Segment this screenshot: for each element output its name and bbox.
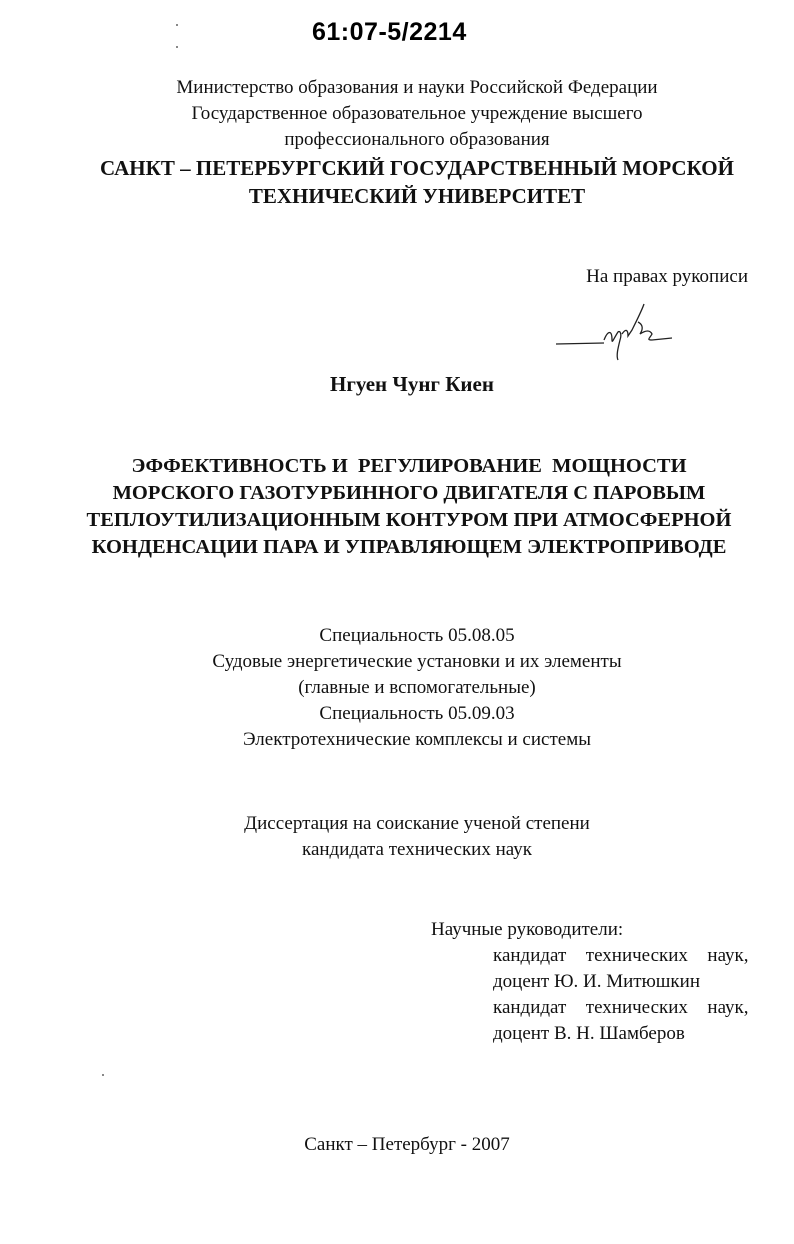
scientific-advisors (431, 917, 749, 1047)
ministry-line: профессионального образования (284, 129, 550, 150)
specialty-line: Электротехнические комплексы и системы (243, 729, 591, 750)
advisor-line: кандидат технических наук, (493, 945, 749, 966)
handwritten-signature (552, 300, 682, 362)
advisor-line: доцент Ю. И. Митюшкин (493, 971, 700, 992)
scan-speck (176, 24, 178, 26)
specialty-line: Специальность 05.08.05 (319, 625, 515, 646)
scan-speck (176, 46, 178, 48)
university-line: ТЕХНИЧЕСКИЙ УНИВЕРСИТЕТ (248, 184, 586, 208)
author-name: Нгуен Чунг Киен (330, 372, 494, 396)
specialty-line: (главные и вспомогательные) (298, 677, 536, 698)
degree-line: Диссертация на соискание ученой степени (244, 813, 590, 834)
title-line: МОРСКОГО ГАЗОТУРБИННОГО ДВИГАТЕЛЯ С ПАРОВЫМ (112, 482, 706, 504)
dissertation-title (12, 453, 794, 561)
ministry-header (20, 75, 794, 153)
manuscript-rights-note: На правах рукописи (586, 266, 748, 287)
specialty-line: Судовые энергетические установки и их элементы (212, 651, 622, 672)
degree-statement (20, 811, 794, 863)
advisor-line: кандидат технических наук, (493, 997, 749, 1018)
advisor-line: доцент В. Н. Шамберов (493, 1023, 685, 1044)
advisors-heading: Научные руководители: (431, 919, 624, 940)
scan-speck (102, 1074, 104, 1076)
ministry-line: Министерство образования и науки Российской Федерации (176, 77, 658, 98)
title-line: КОНДЕНСАЦИИ ПАРА И УПРАВЛЯЮЩЕМ ЭЛЕКТРОПРИВОДЕ (91, 536, 727, 558)
archive-stamp-number: 61:07-5/2214 (312, 18, 467, 46)
specialty-line: Специальность 05.09.03 (319, 703, 515, 724)
ministry-line: Государственное образовательное учреждение высшего (191, 103, 643, 124)
degree-line: кандидата технических наук (302, 839, 532, 860)
title-line: ЭФФЕКТИВНОСТЬ И РЕГУЛИРОВАНИЕ МОЩНОСТИ (131, 455, 687, 477)
university-name (20, 154, 794, 210)
university-line: САНКТ – ПЕТЕРБУРГСКИЙ ГОСУДАРСТВЕННЫЙ МОРСКОЙ (100, 156, 734, 180)
city-and-year: Санкт – Петербург - 2007 (304, 1134, 510, 1155)
specialty-block (20, 623, 794, 753)
title-line: ТЕПЛОУТИЛИЗАЦИОННЫМ КОНТУРОМ ПРИ АТМОСФЕРНОЙ (86, 509, 732, 531)
